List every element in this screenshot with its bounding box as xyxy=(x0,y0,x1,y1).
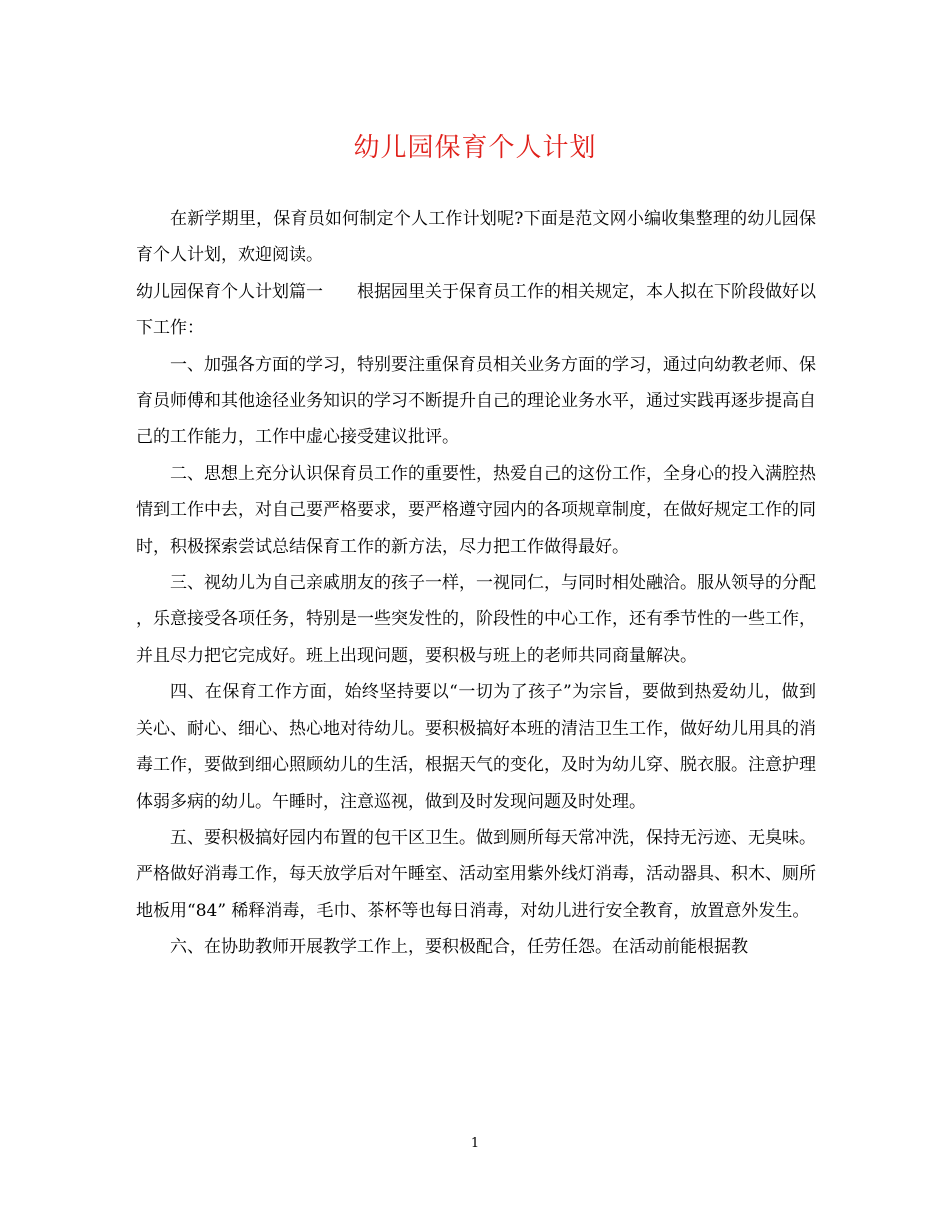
paragraph-item-5: 五、要积极搞好园内布置的包干区卫生。做到厕所每天常冲洗，保持无污迹、无臭味。严格做好消毒工作，每天放学后对午睡室、活动室用紫外线灯消毒，活动器具、积木、厕所地板用“84” 稀释消毒，毛巾、茶杯等也每日消毒，对幼儿进行安全教育，放置意外发生。 xyxy=(136,827,816,921)
page-number: 1 xyxy=(470,1136,480,1151)
paragraph-item-3: 三、视幼儿为自己亲戚朋友的孩子一样，一视同仁，与同时相处融洽。服从领导的分配，乐意接受各项任务，特别是一些突发性的，阶段性的中心工作，还有季节性的一些工作，并且尽力把它完成好。班上出现问题，要积极与班上的老师共同商量解决。 xyxy=(136,573,816,666)
paragraph-intro: 在新学期里，保育员如何制定个人工作计划呢?下面是范文网小编收集整理的幼儿园保育个人计划，欢迎阅读。 xyxy=(136,209,816,266)
paragraph-item-2: 二、思想上充分认识保育员工作的重要性，热爱自己的这份工作，全身心的投入满腔热情到工作中去，对自己要严格要求，要严格遵守园内的各项规章制度，在做好规定工作的同时，积极探索尝试总结保育工作的新方法，尽力把工作做得最好。 xyxy=(136,463,816,557)
paragraph-item-6: 六、在协助教师开展教学工作上，要积极配合，任劳任怨。在活动前能根据教 xyxy=(170,937,748,958)
document-body xyxy=(136,201,816,966)
paragraph-section-heading: 幼儿园保育个人计划篇一 根据园里关于保育员工作的相关规定，本人拟在下阶段做好以下工作： xyxy=(136,281,816,339)
paragraph-item-4: 四、在保育工作方面，始终坚持要以“一切为了孩子”为宗旨，要做到热爱幼儿，做到关心、耐心、细心、热心地对待幼儿。要积极搞好本班的清洁卫生工作，做好幼儿用具的消毒工作，要做到细心照顾幼儿的生活，根据天气的变化，及时为幼儿穿、脱衣服。注意护理体弱多病的幼儿。午睡时，注意巡视，做到及时发现问题及时处理。 xyxy=(136,682,816,812)
document-title: 幼儿园保育个人计划 xyxy=(353,133,597,163)
paragraph-item-1: 一、加强各方面的学习，特别要注重保育员相关业务方面的学习，通过向幼教老师、保育员师傅和其他途径业务知识的学习不断提升自己的理论业务水平，通过实践再逐步提高自己的工作能力，工作中虚心接受建议批评。 xyxy=(136,354,816,448)
